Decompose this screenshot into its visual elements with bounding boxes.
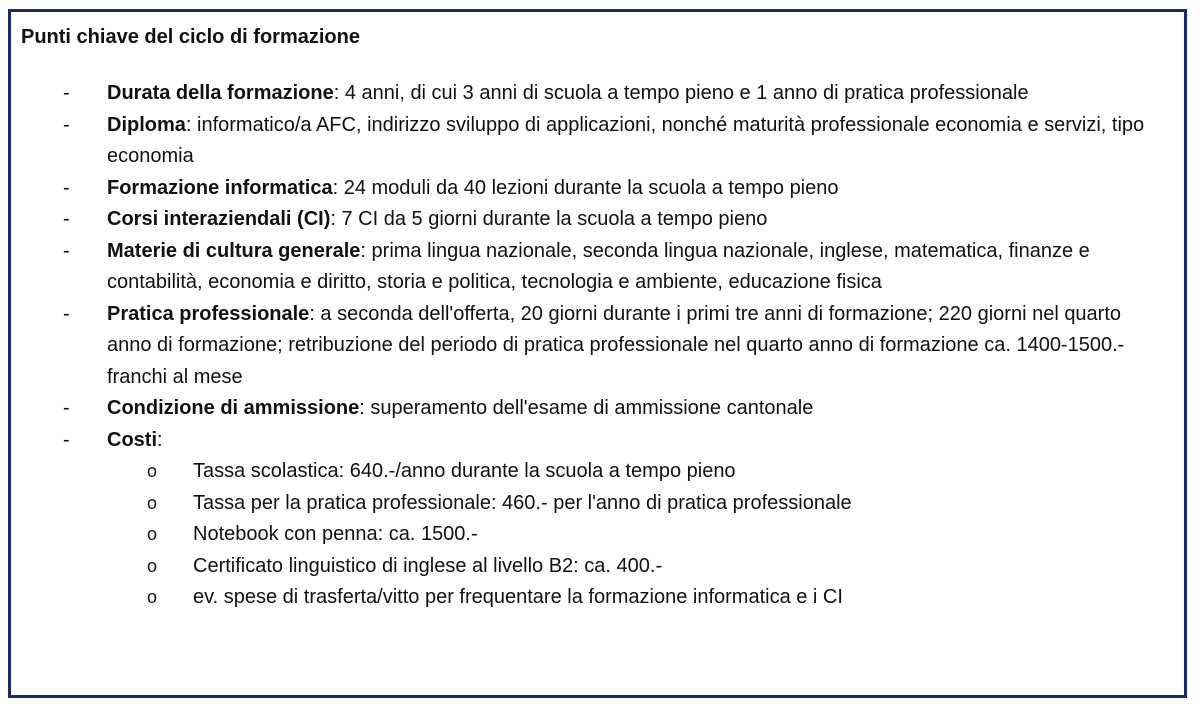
list-item-corsi-interaziendali	[11, 204, 1181, 236]
item-key: Durata della formazione	[107, 82, 334, 104]
dash-bullet: -	[63, 82, 70, 104]
list-item-materie	[11, 236, 1181, 299]
list-item-pratica	[11, 299, 1181, 394]
item-key: Condizione di ammissione	[107, 397, 360, 419]
cost-item	[107, 488, 1171, 520]
box-title: Punti chiave del ciclo di formazione	[21, 26, 360, 48]
circle-bullet: o	[147, 461, 158, 481]
dash-bullet: -	[63, 176, 70, 199]
cost-item	[107, 519, 1171, 551]
item-key: Pratica professionale	[107, 302, 310, 325]
list-item-formazione-informatica	[11, 173, 1181, 205]
cost-item	[107, 582, 1171, 614]
cost-text: Tassa scolastica: 640.-/anno durante la scuola a tempo pieno	[193, 460, 736, 482]
list-item-costi	[11, 425, 1181, 614]
list-item-durata	[11, 78, 1181, 110]
item-key: Diploma	[107, 113, 186, 136]
item-key: Formazione informatica	[107, 176, 333, 199]
item-text: : a seconda dell'offerta, 20 giorni durante i primi tre anni di formazione; 220 giorni nel quarto anno di formazione; retribuzione del periodo di pratica professionale nel quarto anno di formazione ca. 1400-1500.- franchi al mese	[107, 302, 1125, 388]
cost-text: Certificato linguistico di inglese al livello B2: ca. 400.-	[193, 554, 663, 577]
item-text: : 4 anni, di cui 3 anni di scuola a tempo pieno e 1 anno di pratica professionale	[333, 82, 1029, 104]
cost-text: Notebook con penna: ca. 1500.-	[193, 523, 478, 545]
dash-bullet: -	[63, 302, 70, 325]
circle-bullet: o	[147, 524, 158, 544]
item-text: : 24 moduli da 40 lezioni durante la scuola a tempo pieno	[332, 176, 839, 199]
cost-item	[107, 551, 1171, 583]
item-key: Corsi interaziendali (CI)	[107, 208, 331, 230]
circle-bullet: o	[147, 555, 158, 576]
item-text: : superamento dell'esame di ammissione cantonale	[359, 397, 814, 419]
key-points-box	[8, 9, 1187, 698]
list-item-ammissione	[11, 393, 1181, 425]
item-text: : prima lingua nazionale, seconda lingua nazionale, inglese, matematica, finanze e contabilità, economia e diritto, storia e politica, tecnologia e ambiente, educazione fisica	[107, 239, 1090, 293]
cost-item	[107, 456, 1171, 488]
dash-bullet: -	[63, 397, 70, 419]
list-item-diploma	[11, 110, 1181, 173]
circle-bullet: o	[147, 587, 158, 607]
cost-text: Tassa per la pratica professionale: 460.- per l'anno di pratica professionale	[193, 491, 852, 514]
item-key: Materie di cultura generale	[107, 239, 361, 262]
cost-text: ev. spese di trasferta/vitto per frequentare la formazione informatica e i CI	[193, 586, 843, 608]
circle-bullet: o	[147, 492, 158, 513]
dash-bullet: -	[63, 428, 70, 451]
item-text: : 7 CI da 5 giorni durante la scuola a tempo pieno	[330, 208, 768, 230]
dash-bullet: -	[63, 239, 70, 262]
item-text: :	[157, 428, 163, 451]
key-points-list	[11, 78, 1181, 614]
dash-bullet: -	[63, 208, 70, 230]
dash-bullet: -	[63, 113, 70, 136]
item-text: : informatico/a AFC, indirizzo sviluppo di applicazioni, nonché maturità professionale economia e servizi, tipo economia	[107, 113, 1145, 167]
costs-sublist	[107, 456, 1171, 614]
item-key: Costi	[107, 428, 157, 451]
